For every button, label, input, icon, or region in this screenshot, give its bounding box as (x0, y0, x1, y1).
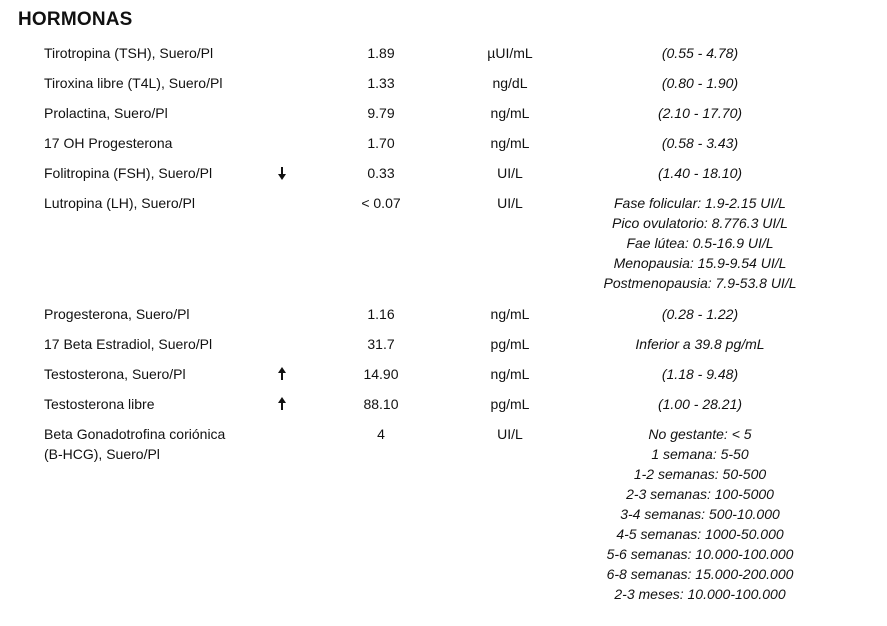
reference-line: 2-3 semanas: 100-5000 (626, 486, 774, 502)
test-name (44, 103, 274, 123)
reference-line: Inferior a 39.8 pg/mL (635, 336, 765, 352)
reference-line: (1.18 - 9.48) (661, 366, 739, 382)
test-name (44, 193, 274, 213)
test-name-line: 17 Beta Estradiol, Suero/Pl (44, 336, 213, 352)
test-value: 1.33 (367, 75, 395, 91)
reference-line: Fae lútea: 0.5-16.9 UI/L (626, 235, 774, 251)
test-value: 9.79 (367, 105, 395, 121)
reference-line: 4-5 semanas: 1000-50.000 (616, 526, 784, 542)
test-name-line: Prolactina, Suero/Pl (44, 105, 168, 121)
test-name (44, 163, 274, 183)
test-name (44, 364, 274, 384)
section-title: HORMONAS (18, 9, 133, 30)
reference-line: 5-6 semanas: 10.000-100.000 (606, 546, 794, 562)
reference-line: 3-4 semanas: 500-10.000 (620, 506, 780, 522)
test-value: 1.70 (367, 135, 395, 151)
result-row-estradiol (0, 329, 887, 359)
reference-range (570, 103, 830, 123)
reference-range (570, 133, 830, 153)
test-value: 4 (377, 426, 385, 442)
reference-line: 1-2 semanas: 50-500 (633, 466, 767, 482)
reference-line: (2.10 - 17.70) (657, 105, 743, 121)
test-name (44, 394, 274, 414)
reference-line: (0.28 - 1.22) (661, 306, 739, 322)
result-row-testosterona (0, 359, 887, 389)
test-unit: ng/mL (490, 306, 530, 322)
test-name-line: Tirotropina (TSH), Suero/Pl (44, 45, 214, 61)
result-row-t4l (0, 68, 887, 98)
test-unit: ng/mL (490, 135, 530, 151)
test-name-line: Progesterona, Suero/Pl (44, 306, 190, 322)
test-value: 88.10 (363, 396, 399, 412)
reference-range (570, 193, 830, 293)
reference-line: Postmenopausia: 7.9-53.8 UI/L (603, 275, 797, 291)
up-arrow-icon (273, 395, 291, 413)
reference-range (570, 304, 830, 324)
test-name-line: Folitropina (FSH), Suero/Pl (44, 165, 213, 181)
test-unit: UI/L (497, 165, 523, 181)
result-row-prolactina (0, 98, 887, 128)
test-name-line: 17 OH Progesterona (44, 135, 173, 151)
test-name-line: (B-HCG), Suero/Pl (44, 446, 160, 462)
test-value: 1.16 (367, 306, 395, 322)
reference-line: (1.40 - 18.10) (657, 165, 743, 181)
reference-line: 1 semana: 5-50 (651, 446, 749, 462)
reference-range (570, 73, 830, 93)
test-name (44, 334, 274, 354)
reference-line: (0.80 - 1.90) (661, 75, 739, 91)
reference-line: No gestante: < 5 (648, 426, 752, 442)
result-row-progesterona (0, 299, 887, 329)
result-row-tsh (0, 38, 887, 68)
reference-line: (0.55 - 4.78) (661, 45, 739, 61)
reference-line: Pico ovulatorio: 8.776.3 UI/L (612, 215, 788, 231)
test-name (44, 424, 274, 464)
reference-line: Menopausia: 15.9-9.54 UI/L (613, 255, 787, 271)
test-name (44, 43, 274, 63)
test-name-line: Beta Gonadotrofina coriónica (44, 426, 226, 442)
reference-range (570, 364, 830, 384)
up-arrow-icon (273, 365, 291, 383)
result-row-testosterona-libre (0, 389, 887, 419)
down-arrow-icon (273, 164, 291, 182)
test-name-line: Tiroxina libre (T4L), Suero/Pl (44, 75, 223, 91)
test-unit: ng/dL (492, 75, 528, 91)
test-unit: pg/mL (490, 336, 530, 352)
reference-range (570, 424, 830, 604)
test-name (44, 73, 274, 93)
result-row-17oh-progesterona (0, 128, 887, 158)
reference-line: 6-8 semanas: 15.000-200.000 (606, 566, 794, 582)
test-name-line: Testosterona, Suero/Pl (44, 366, 186, 382)
reference-range (570, 334, 830, 354)
result-row-fsh (0, 158, 887, 188)
test-value: < 0.07 (361, 195, 401, 211)
test-name (44, 133, 274, 153)
reference-line: (1.00 - 28.21) (657, 396, 743, 412)
reference-line: (0.58 - 3.43) (661, 135, 739, 151)
reference-line: 2-3 meses: 10.000-100.000 (614, 586, 786, 602)
test-value: 0.33 (367, 165, 395, 181)
test-name-line: Testosterona libre (44, 396, 155, 412)
test-name (44, 304, 274, 324)
test-unit: pg/mL (490, 396, 530, 412)
reference-line: Fase folicular: 1.9-2.15 UI/L (614, 195, 786, 211)
test-name-line: Lutropina (LH), Suero/Pl (44, 195, 195, 211)
test-unit: ng/mL (490, 105, 530, 121)
result-row-lh (0, 188, 887, 299)
reference-range (570, 394, 830, 414)
test-unit: UI/L (497, 195, 523, 211)
reference-range (570, 43, 830, 63)
test-value: 1.89 (367, 45, 395, 61)
test-unit: ng/mL (490, 366, 530, 382)
test-value: 31.7 (367, 336, 395, 352)
reference-range (570, 163, 830, 183)
test-unit: µUI/mL (487, 45, 533, 61)
results-table (0, 38, 887, 602)
test-value: 14.90 (363, 366, 399, 382)
test-unit: UI/L (497, 426, 523, 442)
result-row-bhcg (0, 419, 887, 602)
